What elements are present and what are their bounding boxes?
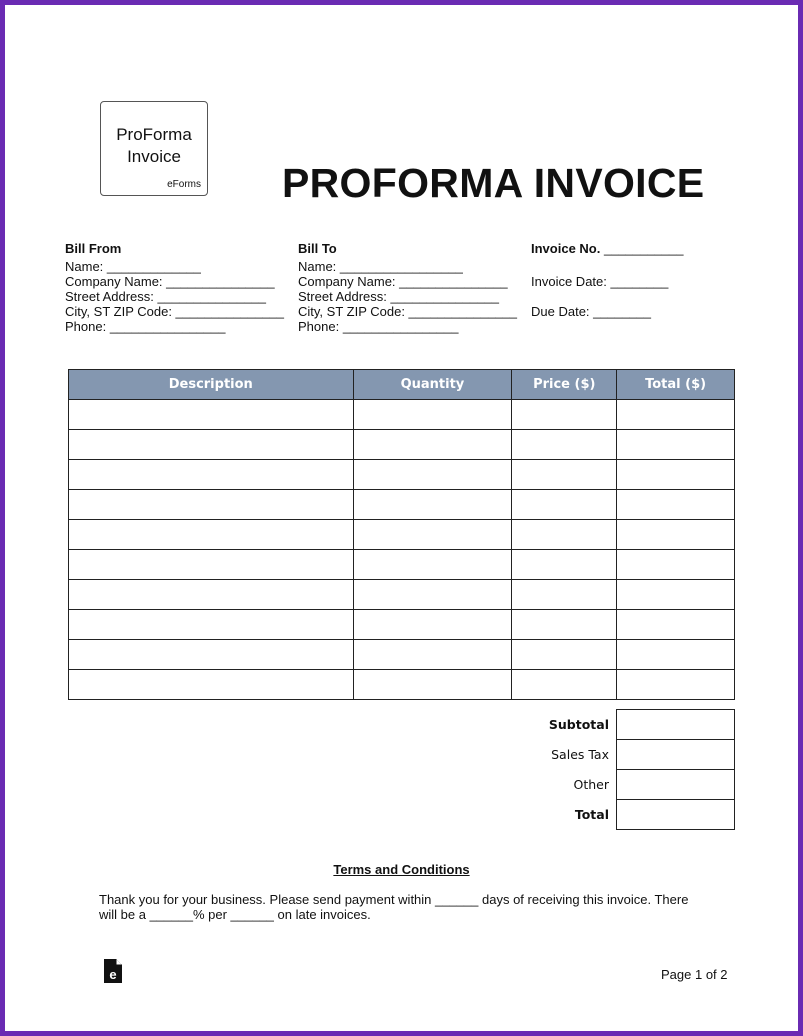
description-cell[interactable] bbox=[69, 580, 354, 610]
quantity-cell[interactable] bbox=[353, 400, 512, 430]
price-cell[interactable] bbox=[512, 460, 617, 490]
price-cell[interactable] bbox=[512, 610, 617, 640]
quantity-cell[interactable] bbox=[353, 460, 512, 490]
bill-from-company[interactable]: Company Name: _______________ bbox=[65, 274, 275, 289]
description-cell[interactable] bbox=[69, 460, 354, 490]
bill-from-name[interactable]: Name: _____________ bbox=[65, 259, 201, 274]
total-cell[interactable] bbox=[617, 610, 735, 640]
subtotal-label: Subtotal bbox=[548, 717, 609, 732]
bill-to-company[interactable]: Company Name: _______________ bbox=[298, 274, 508, 289]
quantity-cell[interactable] bbox=[353, 520, 512, 550]
table-row bbox=[69, 430, 735, 460]
subtotal-row bbox=[480, 710, 735, 740]
svg-text:e: e bbox=[109, 967, 117, 982]
proforma-invoice-logo bbox=[100, 101, 208, 196]
totals-table bbox=[480, 709, 735, 830]
bill-to-phone[interactable]: Phone: ________________ bbox=[298, 319, 459, 334]
table-row bbox=[69, 490, 735, 520]
bill-to-name[interactable]: Name: _________________ bbox=[298, 259, 463, 274]
quantity-cell[interactable] bbox=[353, 610, 512, 640]
bill-to-heading: Bill To bbox=[298, 241, 337, 256]
document-title: PROFORMA INVOICE bbox=[282, 160, 705, 206]
quantity-cell[interactable] bbox=[353, 490, 512, 520]
logo-line-1: ProForma bbox=[116, 125, 192, 144]
price-cell[interactable] bbox=[512, 640, 617, 670]
page-number: Page 1 of 2 bbox=[661, 967, 728, 982]
description-cell[interactable] bbox=[69, 490, 354, 520]
total-cell[interactable] bbox=[617, 550, 735, 580]
table-row bbox=[69, 460, 735, 490]
total-cell[interactable] bbox=[617, 520, 735, 550]
table-header-row bbox=[69, 370, 735, 400]
table-row bbox=[69, 400, 735, 430]
other-cell[interactable] bbox=[617, 770, 735, 800]
bill-from-phone[interactable]: Phone: ________________ bbox=[65, 319, 226, 334]
price-cell[interactable] bbox=[512, 490, 617, 520]
logo-brand: eForms bbox=[167, 179, 201, 190]
column-header-quantity: Quantity bbox=[353, 370, 512, 400]
eforms-document-icon bbox=[103, 958, 123, 989]
total-cell[interactable] bbox=[617, 430, 735, 460]
table-row bbox=[69, 580, 735, 610]
bill-to-section bbox=[298, 241, 517, 334]
description-cell[interactable] bbox=[69, 640, 354, 670]
invoice-number-blank[interactable]: ___________ bbox=[603, 241, 684, 256]
total-cell[interactable] bbox=[617, 400, 735, 430]
total-cell[interactable] bbox=[617, 580, 735, 610]
due-date[interactable]: Due Date: ________ bbox=[531, 304, 651, 319]
terms-title: Terms and Conditions bbox=[333, 862, 470, 877]
line-items-table bbox=[68, 369, 735, 700]
total-row bbox=[480, 800, 735, 830]
invoice-date[interactable]: Invoice Date: ________ bbox=[531, 274, 669, 289]
quantity-cell[interactable] bbox=[353, 550, 512, 580]
price-cell[interactable] bbox=[512, 430, 617, 460]
other-row bbox=[480, 770, 735, 800]
column-header-price: Price ($) bbox=[512, 370, 617, 400]
total-cell[interactable] bbox=[617, 670, 735, 700]
bill-to-city[interactable]: City, ST ZIP Code: _______________ bbox=[298, 304, 517, 319]
total-cell[interactable] bbox=[617, 640, 735, 670]
total-cell[interactable] bbox=[617, 800, 735, 830]
quantity-cell[interactable] bbox=[353, 640, 512, 670]
subtotal-cell[interactable] bbox=[617, 710, 735, 740]
invoice-number[interactable] bbox=[531, 241, 684, 256]
bill-from-street[interactable]: Street Address: _______________ bbox=[65, 289, 266, 304]
description-cell[interactable] bbox=[69, 610, 354, 640]
total-cell[interactable] bbox=[617, 490, 735, 520]
price-cell[interactable] bbox=[512, 670, 617, 700]
invoice-number-label: Invoice No. bbox=[531, 241, 601, 256]
quantity-cell[interactable] bbox=[353, 430, 512, 460]
description-cell[interactable] bbox=[69, 670, 354, 700]
total-label: Total bbox=[574, 807, 609, 822]
quantity-cell[interactable] bbox=[353, 670, 512, 700]
table-row bbox=[69, 520, 735, 550]
description-cell[interactable] bbox=[69, 550, 354, 580]
price-cell[interactable] bbox=[512, 520, 617, 550]
description-cell[interactable] bbox=[69, 430, 354, 460]
logo-line-2: Invoice bbox=[127, 147, 181, 166]
bill-from-heading: Bill From bbox=[65, 241, 122, 256]
quantity-cell[interactable] bbox=[353, 580, 512, 610]
bill-from-city[interactable]: City, ST ZIP Code: _______________ bbox=[65, 304, 284, 319]
table-row bbox=[69, 670, 735, 700]
column-header-total: Total ($) bbox=[617, 370, 735, 400]
column-header-description: Description bbox=[69, 370, 354, 400]
table-row bbox=[69, 640, 735, 670]
sales-tax-row bbox=[480, 740, 735, 770]
sales-tax-cell[interactable] bbox=[617, 740, 735, 770]
terms-text: Thank you for your business. Please send payment within ______ days of receiving this invoice. There will be a ______% per ______ on late invoices. bbox=[99, 892, 689, 922]
table-row bbox=[69, 550, 735, 580]
total-cell[interactable] bbox=[617, 460, 735, 490]
table-row bbox=[69, 610, 735, 640]
description-cell[interactable] bbox=[69, 400, 354, 430]
bill-to-street[interactable]: Street Address: _______________ bbox=[298, 289, 499, 304]
other-label: Other bbox=[573, 777, 609, 792]
description-cell[interactable] bbox=[69, 520, 354, 550]
price-cell[interactable] bbox=[512, 550, 617, 580]
price-cell[interactable] bbox=[512, 580, 617, 610]
bill-from-section bbox=[65, 241, 284, 334]
price-cell[interactable] bbox=[512, 400, 617, 430]
sales-tax-label: Sales Tax bbox=[551, 747, 609, 762]
